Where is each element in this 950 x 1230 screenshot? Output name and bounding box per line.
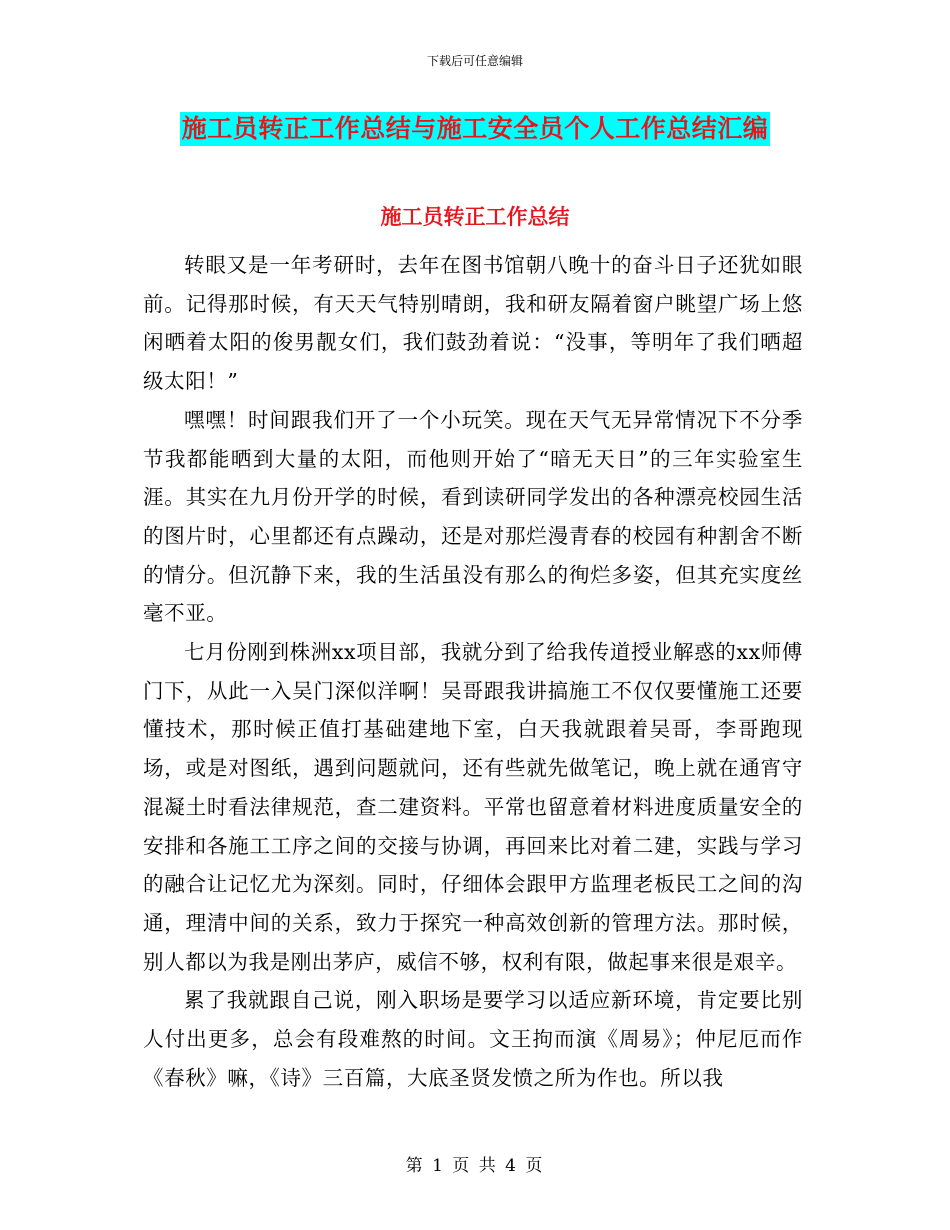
document-title-container [0,112,950,146]
document-body [143,246,803,1097]
paragraph: 累了我就跟自己说，刚入职场是要学习以适应新环境，肯定要比别人付出更多，总会有段难熬的时间。文王拘而演《周易》；仲尼厄而作《春秋》嘛，《诗》三百篇，大底圣贤发愤之所为作也。所以我 [143,988,803,1090]
paragraph: 七月份刚到株洲xx项目部，我就分到了给我传道授业解惑的xx师傅门下，从此一入吴门深似洋啊！吴哥跟我讲搞施工不仅仅要懂施工还要懂技术，那时候正值打基础建地下室，白天我就跟着吴哥，李哥跑现场，或是对图纸，遇到问题就问，还有些就先做笔记，晚上就在通宵守混凝土时看法律规范，查二建资料。平常也留意着材料进度质量安全的安排和各施工工序之间的交接与协调，再回来比对着二建，实践与学习的融合让记忆尤为深刻。同时，仔细体会跟甲方监理老板民工之间的沟通，理清中间的关系，致力于探究一种高效创新的管理方法。那时候，别人都以为我是刚出茅庐，威信不够，权利有限，做起事来很是艰辛。 [143,640,803,974]
paragraph: 转眼又是一年考研时，去年在图书馆朝八晚十的奋斗日子还犹如眼前。记得那时候，有天天气特别晴朗，我和研友隔着窗户眺望广场上悠闲晒着太阳的俊男靓女们，我们鼓劲着说：“没事，等明年了我们晒超级太阳！” [143,253,803,394]
page-footer: 第 1 页 共 4 页 [405,1156,545,1176]
section-title: 施工员转正工作总结 [380,204,570,229]
paragraph: 嘿嘿！时间跟我们开了一个小玩笑。现在天气无异常情况下不分季节我都能晒到大量的太阳，而他则开始了“暗无天日”的三年实验室生涯。其实在九月份开学的时候，看到读研同学发出的各种漂亮校园生活的图片时，心里都还有点躁动，还是对那烂漫青春的校园有种割舍不断的情分。但沉静下来，我的生活虽没有那么的徇烂多姿，但其充实度丝毫不亚。 [143,407,803,626]
page-header: 下载后可任意编辑 [426,54,523,68]
document-title: 施工员转正工作总结与施工安全员个人工作总结汇编 [180,112,771,146]
